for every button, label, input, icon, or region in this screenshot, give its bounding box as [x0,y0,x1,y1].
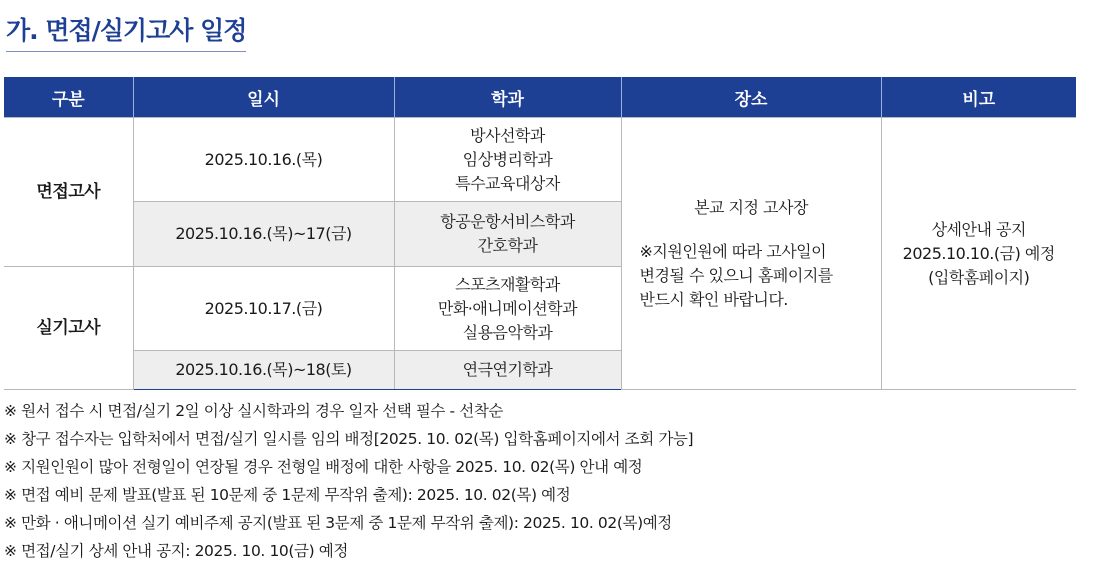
place-note: ※지원인원에 따라 고사일이 변경될 수 있으니 홈페이지를 반드시 확인 바랍니다. [639,241,833,309]
category-practical: 실기고사 [4,267,133,390]
header-department: 학과 [394,77,621,118]
remark-line: 2025.10.10.(금) 예정 [902,243,1055,263]
remark-line: (입학홈페이지) [928,267,1030,287]
note-item: ※ 면접/실기 상세 안내 공지: 2025. 10. 10(금) 예정 [4,542,348,560]
dept-name: 연극연기학과 [462,360,553,379]
dept-name: 임상병리학과 [462,149,553,169]
header-remark: 비고 [881,77,1076,118]
dept-name: 간호학과 [477,236,538,255]
dept-cell [394,202,621,267]
dept-name: 특수교육대상자 [455,173,560,193]
dept-name: 만화·애니메이션학과 [437,298,578,318]
dept-name: 방사선학과 [470,125,545,145]
date-cell: 2025.10.16.(목)~17(금) [133,202,394,267]
header-category: 구분 [4,77,133,118]
place-cell [621,118,881,390]
note-item: ※ 창구 접수자는 입학처에서 면접/실기 일시를 임의 배정[2025. 10. 02(목) 입학홈페이지에서 조회 가능] [4,430,694,448]
note-item: ※ 만화 · 애니메이션 실기 예비주제 공지(발표 된 3문제 중 1문제 무작위 출제): 2025. 10. 02(목)예정 [4,514,672,532]
remark-cell [881,118,1076,390]
date-cell: 2025.10.17.(금) [133,267,394,351]
dept-cell [394,351,621,390]
note-item: ※ 원서 접수 시 면접/실기 2일 이상 실시학과의 경우 일자 선택 필수 - 선착순 [4,402,503,420]
date-cell: 2025.10.16.(목)~18(토) [133,351,394,390]
page-title: 가. 면접/실기고사 일정 [6,11,246,52]
date-cell: 2025.10.16.(목) [133,118,394,202]
dept-name: 항공운항서비스학과 [440,212,575,231]
dept-name: 스포츠재활학과 [455,274,560,294]
dept-cell [394,267,621,351]
category-interview: 면접고사 [4,118,133,267]
remark-line: 상세안내 공지 [931,219,1026,239]
header-row [4,77,1076,118]
dept-name: 실용음악학과 [462,322,553,342]
note-item: ※ 면접 예비 문제 발표(발표 된 10문제 중 1문제 무작위 출제): 2025. 10. 02(목) 예정 [4,486,571,504]
dept-cell [394,118,621,202]
header-place: 장소 [621,77,881,118]
notes-list [4,397,693,565]
place-main: 본교 지정 고사장 [694,197,808,217]
table-row [4,118,1076,202]
header-datetime: 일시 [133,77,394,118]
note-item: ※ 지원인원이 많아 전형일이 연장될 경우 전형일 배정에 대한 사항을 2025. 10. 02(목) 안내 예정 [4,458,643,476]
schedule-table [4,77,1076,390]
